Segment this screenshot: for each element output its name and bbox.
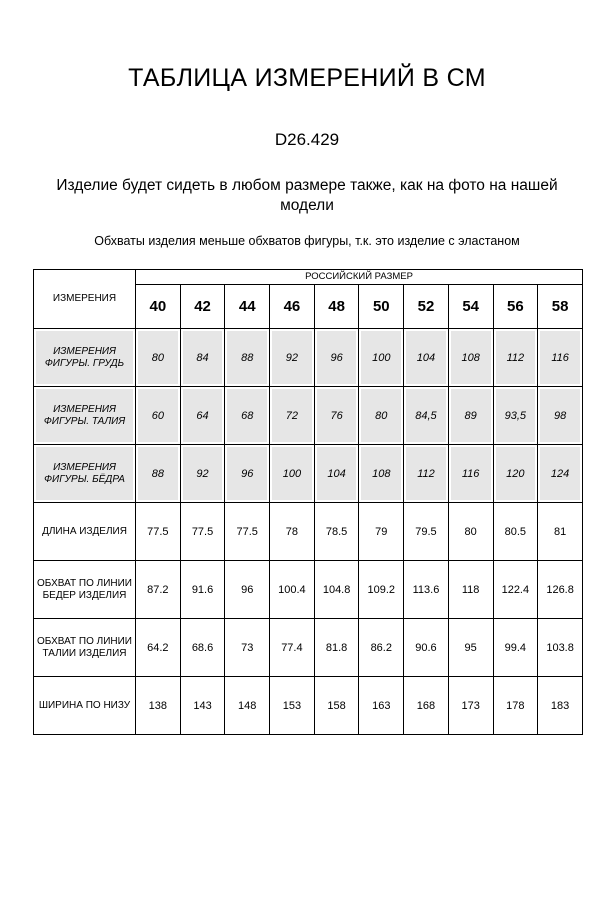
row-label: ОБХВАТ ПО ЛИНИИ БЕДЕР ИЗДЕЛИЯ bbox=[34, 561, 136, 619]
table-cell: 96 bbox=[225, 561, 270, 619]
table-cell: 76 bbox=[314, 387, 359, 445]
table-cell: 90.6 bbox=[404, 619, 449, 677]
table-cell: 72 bbox=[270, 387, 315, 445]
table-cell: 108 bbox=[359, 445, 404, 503]
table-cell: 108 bbox=[448, 329, 493, 387]
row-label: ОБХВАТ ПО ЛИНИИ ТАЛИИ ИЗДЕЛИЯ bbox=[34, 619, 136, 677]
table-cell: 89 bbox=[448, 387, 493, 445]
size-group-header: РОССИЙСКИЙ РАЗМЕР bbox=[136, 270, 583, 285]
table-cell: 99.4 bbox=[493, 619, 538, 677]
table-cell: 68 bbox=[225, 387, 270, 445]
size-header-46: 46 bbox=[270, 285, 315, 329]
table-cell: 118 bbox=[448, 561, 493, 619]
table-cell: 95 bbox=[448, 619, 493, 677]
table-cell: 104 bbox=[404, 329, 449, 387]
table-row bbox=[34, 503, 583, 561]
table-cell: 148 bbox=[225, 677, 270, 735]
table-cell: 81.8 bbox=[314, 619, 359, 677]
table-cell: 64.2 bbox=[136, 619, 181, 677]
table-cell: 84,5 bbox=[404, 387, 449, 445]
table-cell: 96 bbox=[314, 329, 359, 387]
table-cell: 68.6 bbox=[180, 619, 225, 677]
size-header-52: 52 bbox=[404, 285, 449, 329]
table-cell: 93,5 bbox=[493, 387, 538, 445]
table-cell: 104.8 bbox=[314, 561, 359, 619]
size-header-50: 50 bbox=[359, 285, 404, 329]
table-row bbox=[34, 329, 583, 387]
size-header-48: 48 bbox=[314, 285, 359, 329]
table-cell: 60 bbox=[136, 387, 181, 445]
size-header-58: 58 bbox=[538, 285, 583, 329]
size-header-44: 44 bbox=[225, 285, 270, 329]
table-cell: 77.5 bbox=[136, 503, 181, 561]
table-cell: 86.2 bbox=[359, 619, 404, 677]
table-cell: 113.6 bbox=[404, 561, 449, 619]
table-cell: 80.5 bbox=[493, 503, 538, 561]
size-header-54: 54 bbox=[448, 285, 493, 329]
table-cell: 98 bbox=[538, 387, 583, 445]
table-cell: 100 bbox=[359, 329, 404, 387]
table-cell: 100 bbox=[270, 445, 315, 503]
table-cell: 80 bbox=[448, 503, 493, 561]
table-cell: 173 bbox=[448, 677, 493, 735]
table-cell: 92 bbox=[270, 329, 315, 387]
size-header-42: 42 bbox=[180, 285, 225, 329]
article-number: D26.429 bbox=[274, 130, 340, 149]
table-cell: 77.4 bbox=[270, 619, 315, 677]
table-cell: 78 bbox=[270, 503, 315, 561]
table-cell: 112 bbox=[404, 445, 449, 503]
page-title: ТАБЛИЦА ИЗМЕРЕНИЙ В СМ bbox=[128, 64, 486, 92]
measure-header: ИЗМЕРЕНИЯ bbox=[34, 270, 136, 329]
fit-note: Изделие будет сидеть в любом размере также, как на фото на нашей модели bbox=[56, 177, 558, 214]
table-cell: 80 bbox=[359, 387, 404, 445]
table-cell: 116 bbox=[538, 329, 583, 387]
table-cell: 109.2 bbox=[359, 561, 404, 619]
table-cell: 91.6 bbox=[180, 561, 225, 619]
table-cell: 163 bbox=[359, 677, 404, 735]
row-label: ШИРИНА ПО НИЗУ bbox=[34, 677, 136, 735]
table-cell: 124 bbox=[538, 445, 583, 503]
table-cell: 143 bbox=[180, 677, 225, 735]
table-cell: 178 bbox=[493, 677, 538, 735]
table-cell: 84 bbox=[180, 329, 225, 387]
row-label: ИЗМЕРЕНИЯ ФИГУРЫ. ТАЛИЯ bbox=[34, 387, 136, 445]
table-cell: 92 bbox=[180, 445, 225, 503]
table-cell: 168 bbox=[404, 677, 449, 735]
table-cell: 122.4 bbox=[493, 561, 538, 619]
table-cell: 77.5 bbox=[225, 503, 270, 561]
fabric-note: Обхваты изделия меньше обхватов фигуры, т.к. это изделие с эластаном bbox=[94, 234, 520, 248]
size-header-40: 40 bbox=[136, 285, 181, 329]
table-row bbox=[34, 561, 583, 619]
table-row bbox=[34, 445, 583, 503]
table-cell: 64 bbox=[180, 387, 225, 445]
table-cell: 87.2 bbox=[136, 561, 181, 619]
table-cell: 88 bbox=[136, 445, 181, 503]
table-cell: 103.8 bbox=[538, 619, 583, 677]
table-cell: 80 bbox=[136, 329, 181, 387]
table-cell: 79 bbox=[359, 503, 404, 561]
table-cell: 88 bbox=[225, 329, 270, 387]
table-cell: 77.5 bbox=[180, 503, 225, 561]
table-cell: 112 bbox=[493, 329, 538, 387]
table-cell: 73 bbox=[225, 619, 270, 677]
table-row bbox=[34, 677, 583, 735]
size-chart-table bbox=[33, 269, 583, 735]
table-cell: 100.4 bbox=[270, 561, 315, 619]
table-cell: 120 bbox=[493, 445, 538, 503]
table-cell: 104 bbox=[314, 445, 359, 503]
row-label: ИЗМЕРЕНИЯ ФИГУРЫ. БЁДРА bbox=[34, 445, 136, 503]
table-cell: 81 bbox=[538, 503, 583, 561]
table-cell: 126.8 bbox=[538, 561, 583, 619]
table-row bbox=[34, 619, 583, 677]
table-cell: 96 bbox=[225, 445, 270, 503]
table-row bbox=[34, 387, 583, 445]
table-cell: 153 bbox=[270, 677, 315, 735]
row-label: ДЛИНА ИЗДЕЛИЯ bbox=[34, 503, 136, 561]
row-label: ИЗМЕРЕНИЯ ФИГУРЫ. ГРУДЬ bbox=[34, 329, 136, 387]
table-cell: 138 bbox=[136, 677, 181, 735]
table-cell: 116 bbox=[448, 445, 493, 503]
table-cell: 183 bbox=[538, 677, 583, 735]
table-cell: 79.5 bbox=[404, 503, 449, 561]
table-cell: 158 bbox=[314, 677, 359, 735]
table-cell: 78.5 bbox=[314, 503, 359, 561]
size-header-56: 56 bbox=[493, 285, 538, 329]
